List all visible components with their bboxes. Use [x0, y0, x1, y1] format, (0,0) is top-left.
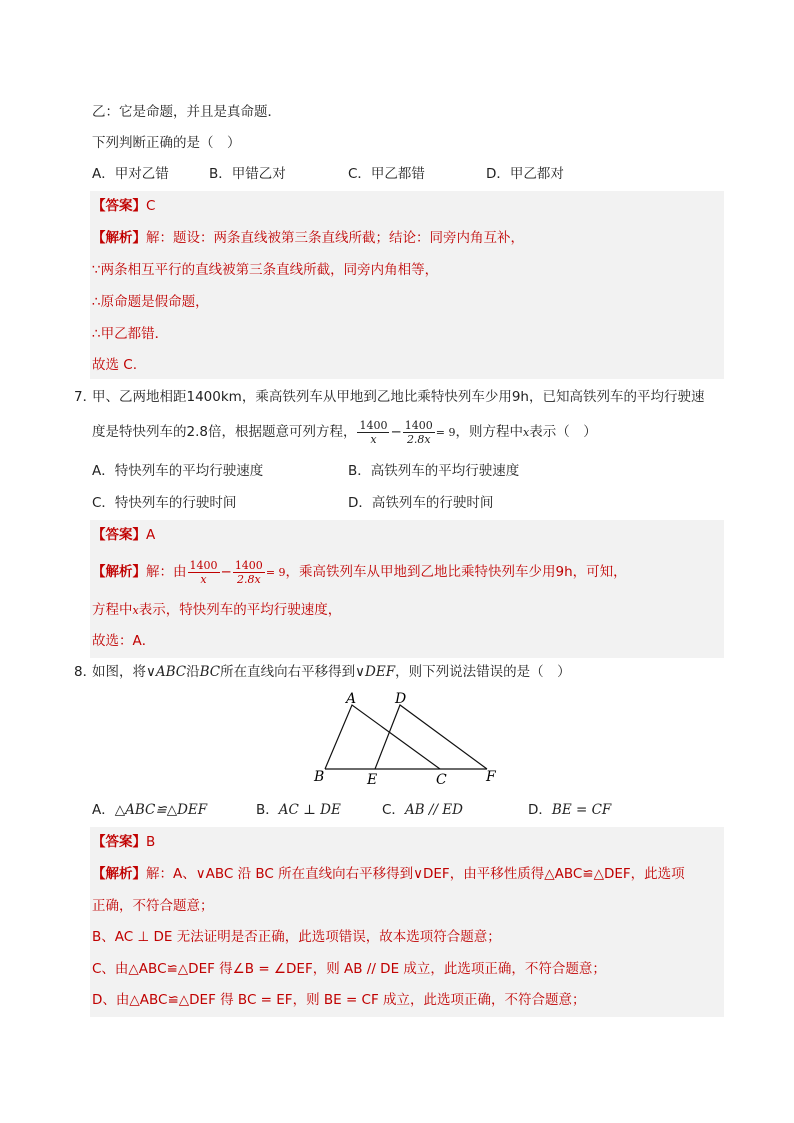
analysis-line [92, 228, 524, 248]
answer-value: B [146, 834, 156, 850]
q7-text: 表示（ ） [529, 424, 597, 440]
fraction [357, 419, 389, 446]
label-a: A [346, 691, 357, 707]
analysis-text: ，乘高铁列车从甲地到乙地比乘特快列车少用9h，可知， [285, 564, 627, 580]
numerator: 1400 [189, 558, 218, 572]
translation-figure [300, 690, 510, 790]
option-math: BE = CF [551, 802, 612, 818]
analysis-text: 方程中 [92, 602, 133, 618]
equals-nine: = 9 [435, 426, 456, 439]
triangle-abc: ∨ABC [146, 664, 187, 680]
option-a [92, 800, 207, 820]
label-f: F [486, 769, 496, 785]
option-d: D．高铁列车的行驶时间 [348, 495, 494, 511]
question-number: 7． [74, 389, 97, 405]
q8-text: 如图，将 [92, 664, 146, 680]
variable-x: x [523, 426, 530, 439]
option-math: AC ⊥ DE [278, 802, 341, 818]
analysis-text: 故选：A． [92, 633, 156, 649]
triangle-def-shape [375, 705, 487, 769]
analysis-text: 故选 C. [92, 357, 138, 373]
analysis-text: 解：题设：两条直线被第三条直线所截；结论：同旁内角互补， [146, 230, 524, 246]
yi-statement: 乙：它是命题，并且是真命题． [92, 104, 281, 120]
analysis-line [92, 556, 627, 589]
label-c: C [436, 772, 447, 788]
analysis-text: 解：A、∨ABC 沿 BC 所在直线向右平移得到∨DEF，由平移性质得△ABC≌△DEF，此选项 [146, 866, 685, 882]
analysis-line [92, 864, 685, 884]
option-prefix: D． [528, 802, 552, 818]
variable-x: x [132, 604, 139, 617]
analysis-text: 解：由 [146, 564, 187, 580]
answer-box [90, 191, 724, 379]
option-b: B．甲错乙对 [209, 166, 286, 182]
q7-line2 [92, 416, 597, 449]
label-d: D [395, 691, 407, 707]
analysis-text: ∵两条相互平行的直线被第三条直线所截，同旁内角相等， [92, 262, 439, 278]
analysis-text: ∴原命题是假命题， [92, 294, 209, 310]
q7-line1: 甲、乙两地相距1400km，乘高铁列车从甲地到乙地比乘特快列车少用9h，已知高铁列车的平均行驶速 [92, 389, 705, 405]
answer-tag: 【答案】 [92, 527, 146, 543]
question-stem: 下列判断正确的是（ ） [92, 135, 241, 151]
minus-sign: − [220, 564, 232, 580]
option-a: A．甲对乙错 [92, 166, 169, 182]
q8-stem [92, 662, 571, 682]
q8-text: 沿 [186, 664, 200, 680]
q7-text: 度是特快列车的2.8倍，根据题意可列方程， [92, 424, 357, 440]
fraction [188, 559, 220, 586]
analysis-tag: 【解析】 [92, 230, 146, 246]
q8-text: 所在直线向右平移得到 [220, 664, 356, 680]
analysis-text: C、由△ABC≌△DEF 得∠B = ∠DEF，则 AB // DE 成立，此选项正确，不符合题意； [92, 961, 606, 977]
analysis-tag: 【解析】 [92, 866, 146, 882]
answer-value: A [146, 527, 156, 543]
analysis-text: B、AC ⊥ DE 无法证明是否正确，此选项错误，故本选项符合题意； [92, 929, 501, 945]
minus-sign: − [390, 424, 402, 440]
fraction [233, 559, 265, 586]
q8-text: ，则下列说法错误的是（ ） [395, 664, 571, 680]
numerator: 1400 [234, 558, 263, 572]
segment-bc: BC [199, 664, 221, 680]
analysis-tag: 【解析】 [92, 564, 146, 580]
analysis-text: 正确，不符合题意； [92, 898, 214, 914]
answer-box [90, 520, 724, 658]
denominator: x [370, 432, 377, 446]
triangle-def: ∨DEF [355, 664, 396, 680]
answer-line [92, 525, 155, 545]
option-c [382, 800, 463, 820]
equals-nine: = 9 [265, 566, 286, 579]
denominator: 2.8x [236, 572, 261, 586]
option-prefix: A． [92, 802, 115, 818]
triangle-abc-shape [325, 705, 440, 769]
denominator: x [200, 572, 207, 586]
option-c: C．特快列车的行驶时间 [92, 495, 237, 511]
option-prefix: B． [256, 802, 279, 818]
numerator: 1400 [359, 418, 388, 432]
option-a: A．特快列车的平均行驶速度 [92, 463, 264, 479]
analysis-line [92, 600, 341, 621]
option-b [256, 800, 341, 820]
numerator: 1400 [404, 418, 433, 432]
analysis-text: 表示，特快列车的平均行驶速度， [138, 602, 342, 618]
option-math: △ABC≌△DEF [114, 802, 208, 818]
option-d: D．甲乙都对 [486, 166, 564, 182]
label-e: E [367, 772, 378, 788]
option-prefix: C． [382, 802, 405, 818]
answer-value: C [146, 198, 156, 214]
answer-line [92, 196, 155, 216]
option-math: AB // ED [404, 802, 463, 818]
analysis-text: ∴甲乙都错． [92, 326, 169, 342]
option-d [528, 800, 611, 820]
fraction [403, 419, 435, 446]
answer-line [92, 832, 155, 852]
answer-tag: 【答案】 [92, 834, 146, 850]
q7-text: ，则方程中 [455, 424, 524, 440]
answer-box [90, 827, 724, 1017]
option-b: B．高铁列车的平均行驶速度 [348, 463, 520, 479]
label-b: B [314, 769, 325, 785]
option-c: C．甲乙都错 [348, 166, 425, 182]
analysis-text: D、由△ABC≌△DEF 得 BC = EF，则 BE = CF 成立，此选项正确，不符合题意； [92, 992, 586, 1008]
denominator: 2.8x [406, 432, 431, 446]
question-number: 8． [74, 664, 97, 680]
answer-tag: 【答案】 [92, 198, 146, 214]
